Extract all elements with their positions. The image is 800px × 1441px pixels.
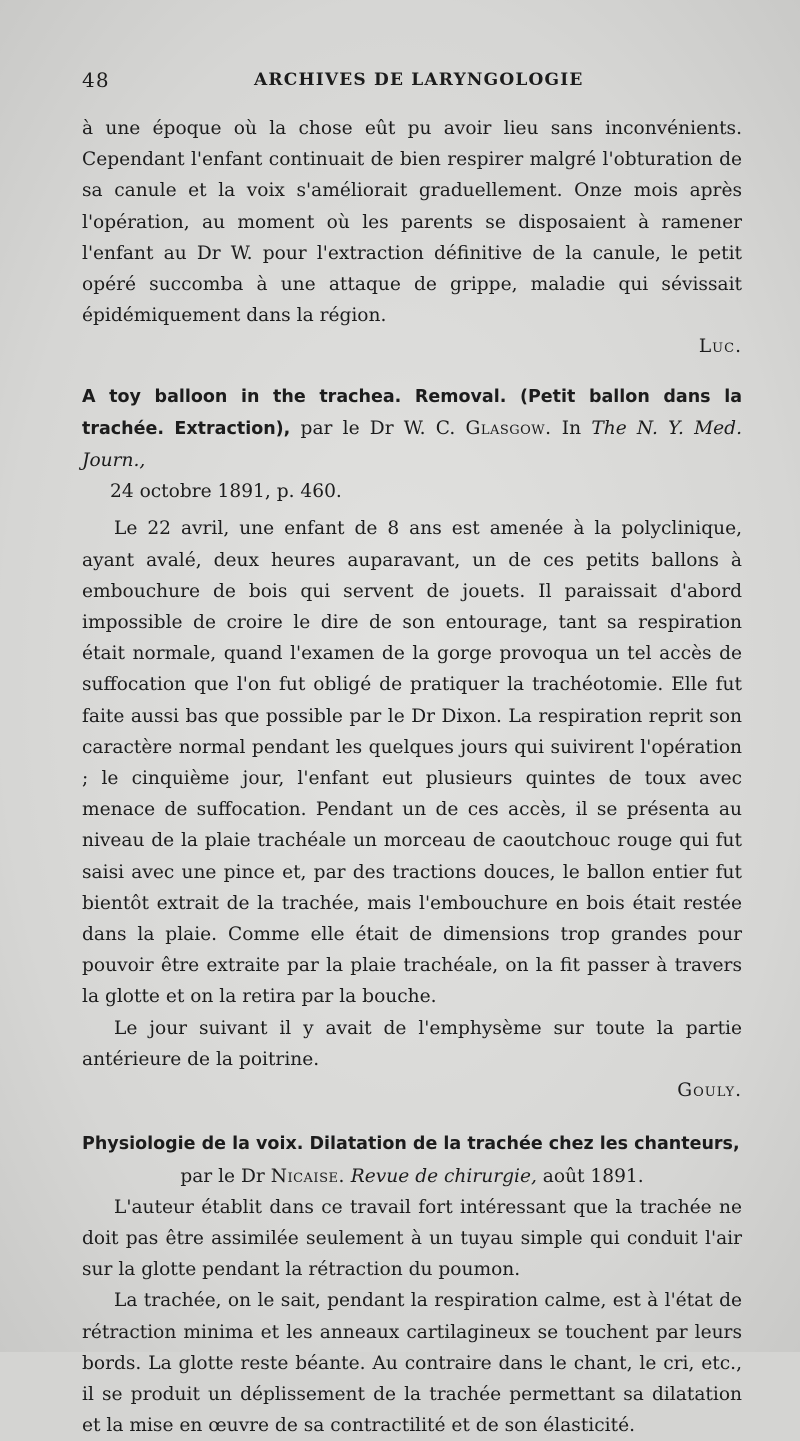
article-title-physiologie	[82, 1128, 742, 1160]
body-paragraph: Le 22 avril, une enfant de 8 ans est amenée à la polyclinique, ayant avalé, deux heures auparavant, un de ces petits ballons à embouchure de bois qui servent de jouets. Il paraissait d'abord impossible de croire le dire de son entourage, tant sa respiration était normale, quand l'examen de la gorge provoqua un tel accès de suffocation que l'on fut obligé de pratiquer la trachéotomie. Elle fut faite aussi bas que possible par le Dr Dixon. La respiration reprit son caractère normal pendant les quelques jours qui suivirent l'opération ; le cinquième jour, l'enfant eut plusieurs quintes de toux avec menace de suffocation. Pendant un de ces accès, il se présenta au niveau de la plaie trachéale un morceau de caoutchouc rouge qui fut saisi avec une pince et, par des tractions douces, le ballon entier fut bientôt extrait de la trachée, mais l'embouchure en bois était restée dans la plaie. Comme elle était de dimensions trop grandes pour pouvoir être extraite par la plaie trachéale, on la fit passer à travers la glotte et on la retira par la bouche.	[82, 518, 742, 1008]
author-name: Nicaise.	[270, 1165, 345, 1187]
article-title-bold: A toy balloon in the trachea. Removal. (Petit ballon dans la trachée. Extraction),	[82, 386, 742, 439]
publication-date: août 1891.	[542, 1165, 644, 1187]
page-body	[82, 113, 742, 1441]
journal-name: Revue de chirurgie,	[350, 1165, 537, 1187]
signature-gouly: Gouly.	[677, 1080, 742, 1102]
signature-luc: Luc.	[698, 336, 742, 358]
body-paragraph: L'auteur établit dans ce travail fort intéressant que la trachée ne doit pas être assimilée seulement à un tuyau simple qui conduit l'air sur la glotte pendant la rétraction du poumon.	[82, 1196, 742, 1281]
body-paragraph: La trachée, on le sait, pendant la respiration calme, est à l'état de rétraction minima et les anneaux cartilagineux se touchent par leurs bords. La glotte reste béante. Au contraire dans le chant, le cri, etc., il se produit un déplissement de la trachée permettant sa dilatation et la mise en œuvre de sa contractilité et de son élasticité.	[82, 1290, 742, 1437]
running-title: ARCHIVES DE LARYNGOLOGIE	[254, 70, 584, 90]
article-title-bold: Physiologie de la voix. Dilatation de la trachée chez les chanteurs,	[82, 1134, 740, 1155]
page-number: 48	[82, 68, 110, 92]
continued-paragraph: à une époque où la chose eût pu avoir lieu sans inconvénients. Cependant l'enfant continuait de bien respirer malgré l'obturation de sa canule et la voix s'améliorait graduellement. Onze mois après l'opération, au moment où les parents se disposaient à ramener l'enfant au Dr W. pour l'extraction définitive de la canule, le petit opéré succomba à une attaque de grippe, maladie qui sévissait épidémiquement dans la région.	[82, 118, 742, 327]
article-title-balloon	[82, 381, 742, 508]
body-paragraph: Le jour suivant il y avait de l'emphysème sur toute la partie antérieure de la poitrine.	[82, 1017, 742, 1070]
journal-name: The N. Y. Med. Journ.,	[82, 417, 742, 472]
in-label: In	[561, 417, 582, 439]
author-prefix: par le Dr	[180, 1165, 265, 1187]
author-name: Glasgow.	[465, 417, 552, 439]
article-byline	[82, 1161, 742, 1192]
author-prefix: par le Dr W. C.	[300, 417, 456, 439]
publication-date: 24 octobre 1891, p. 460.	[110, 481, 342, 503]
